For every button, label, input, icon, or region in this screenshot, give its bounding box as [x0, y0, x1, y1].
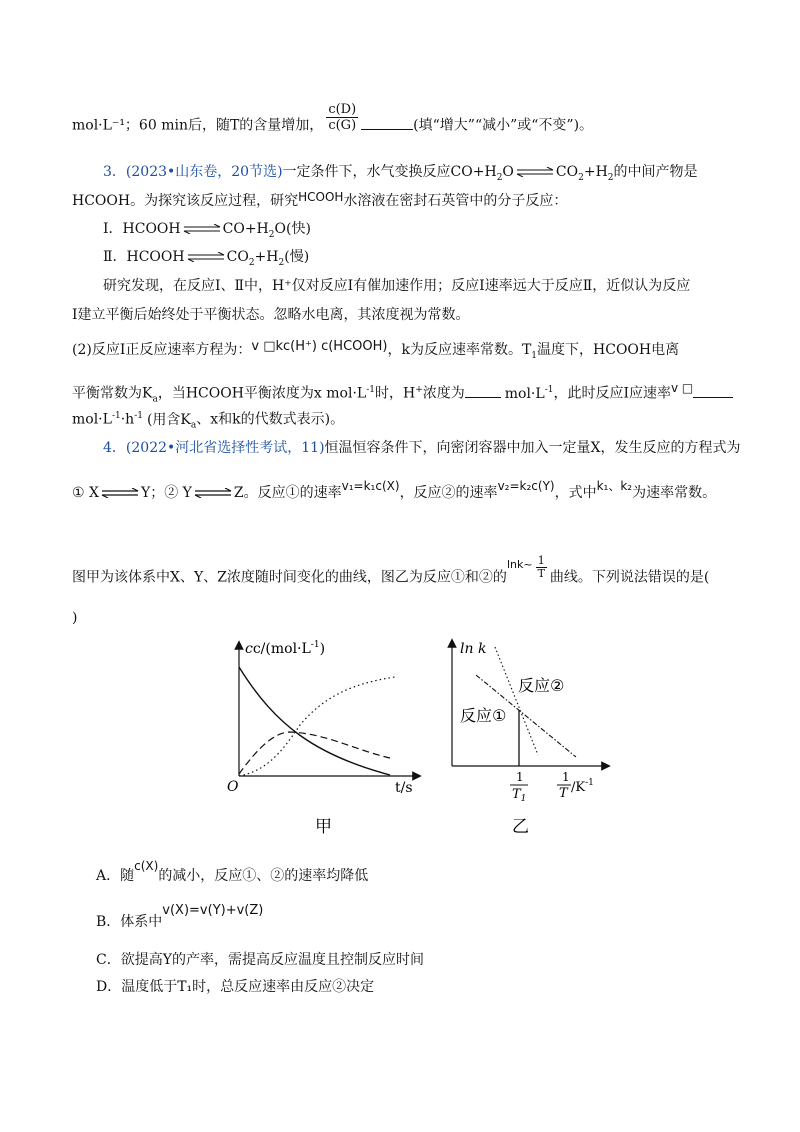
fraction-cD-cG: $\frac{c(D)}{c(G)}$: [328, 102, 357, 133]
yi-caption: 乙: [512, 817, 529, 837]
answer-blank-rate: [693, 383, 733, 398]
t1-tick-num: 1: [516, 770, 524, 784]
option-c: C．欲提高Y的产率，需提高反应温度且控制反应时间: [96, 952, 424, 968]
q3-para2: Ⅰ建立平衡后始终处于平衡状态。忽略水电离，其浓度视为常数。: [72, 307, 470, 323]
rate-equation: v □kc(H⁺) c(HCOOH): [251, 339, 388, 354]
rate-v2: v₂=k₂c(Y): [497, 479, 555, 493]
q3-source: (2023•山东卷，20节选): [125, 164, 283, 180]
q3-line2: HCOOH。为探究该反应过程，研究HCOOH水溶液在密封石英管中的分子反应：: [72, 190, 568, 209]
fraction-1-over-T: $\frac{1}{T}$: [537, 554, 545, 580]
figure-yi: [440, 635, 615, 845]
yi-ylabel: ln k: [460, 641, 487, 657]
option-a: A．随c(X)的减小，反应①、②的速率均降低: [96, 859, 369, 884]
jia-caption: 甲: [315, 817, 332, 837]
jia-ylabel: $cc/(mol\cdot L^{-1})$: [245, 640, 326, 657]
x-tick-num: 1: [562, 770, 570, 784]
equilibrium-arrow-icon: [183, 224, 221, 234]
rate-v1: v₁=k₁c(X): [341, 479, 400, 493]
q4-equation-line: ① X Y；② Y Z。反应①的速率v₁=k₁c(X)，反应②的速率v₂=k₂c(Y)，式中k₁、k₂为速率常数。: [72, 479, 717, 501]
top-line: [72, 102, 594, 141]
x-unit: $/K^{-1}$: [571, 778, 594, 795]
q4-number: 4．: [103, 440, 126, 456]
q3-sub2-line: (2)反应Ⅰ正反应速率方程为：v □kc(H⁺) c(HCOOH)，k为反应速率常数。$T_1$温度下，HCOOH电离: [72, 339, 680, 361]
figure-jia: [225, 635, 425, 845]
t1-tick-den: $T_1$: [512, 787, 527, 804]
rate-constants: k₁、k₂: [596, 479, 633, 493]
option-b: B．体系中v(X)=v(Y)+v(Z): [96, 903, 264, 930]
answer-blank-h-conc: [465, 383, 501, 398]
label-reaction-2: 反应②: [518, 676, 565, 695]
label-reaction-1: 反应①: [460, 706, 507, 725]
equilibrium-arrow-icon: [194, 488, 232, 498]
q4-line1: 4．(2022•河北省选择性考试，11)恒温恒容条件下，向密闭容器中加入一定量X，发生反应的方程式为: [103, 440, 741, 456]
equilibrium-arrow-icon: [187, 252, 225, 262]
jia-xlabel: t/s: [395, 780, 413, 796]
curve-z: [239, 677, 395, 776]
q3-number: 3．: [103, 164, 126, 180]
x-tick-den: T: [559, 786, 568, 801]
jia-origin: O: [227, 779, 239, 795]
top-line-prefix: mol·L⁻¹；60 min后，随T的含量增加，: [72, 117, 324, 134]
q3-para1: 研究发现，在反应Ⅰ、Ⅱ中，H⁺仅对反应Ⅰ有催加速作用；反应Ⅰ速率远大于反应Ⅱ，近似认为反应: [103, 278, 691, 294]
equilibrium-arrow-icon: [516, 167, 554, 177]
answer-blank: [361, 115, 413, 130]
line-reaction-2: [495, 647, 538, 755]
q3-reaction-1: Ⅰ．HCOOH $CO+H_2O$(快): [103, 221, 311, 240]
q4-line3: 图甲为该体系中X、Y、Z浓度随时间变化的曲线，图乙为反应①和②的$^{lnk\sim}$ $\frac{1}{T}$ 曲线。下列说法错误的是(: [72, 554, 710, 586]
q3-reaction-2: Ⅱ．HCOOH $CO_2+H_2$(慢): [103, 249, 310, 268]
top-line-suffix: (填“增大”“减小”或“不变”)。: [413, 117, 594, 134]
option-d: D．温度低于T₁时，总反应速率由反应②决定: [96, 979, 375, 995]
q3-line1: 3．(2023•山东卷，20节选)一定条件下，水气变换反应$CO+H_2O$ $CO_2+H_2$的中间产物是: [103, 164, 698, 183]
q3-last-line: $mol\cdot L^{-1}\cdot h^{-1}$ (用含$K_a$、x和k的代数式表示)。: [72, 411, 345, 431]
q4-close-paren: ): [72, 610, 78, 626]
equilibrium-arrow-icon: [101, 488, 139, 498]
q4-source: (2022•河北省选择性考试，11): [125, 440, 325, 456]
q3-ka-line: 平衡常数为$K_a$，当HCOOH平衡浓度为x $mol\cdot L^{-1}$时，H+浓度为 $mol\cdot L^{-1}$，此时反应Ⅰ应速率v □: [72, 380, 733, 409]
